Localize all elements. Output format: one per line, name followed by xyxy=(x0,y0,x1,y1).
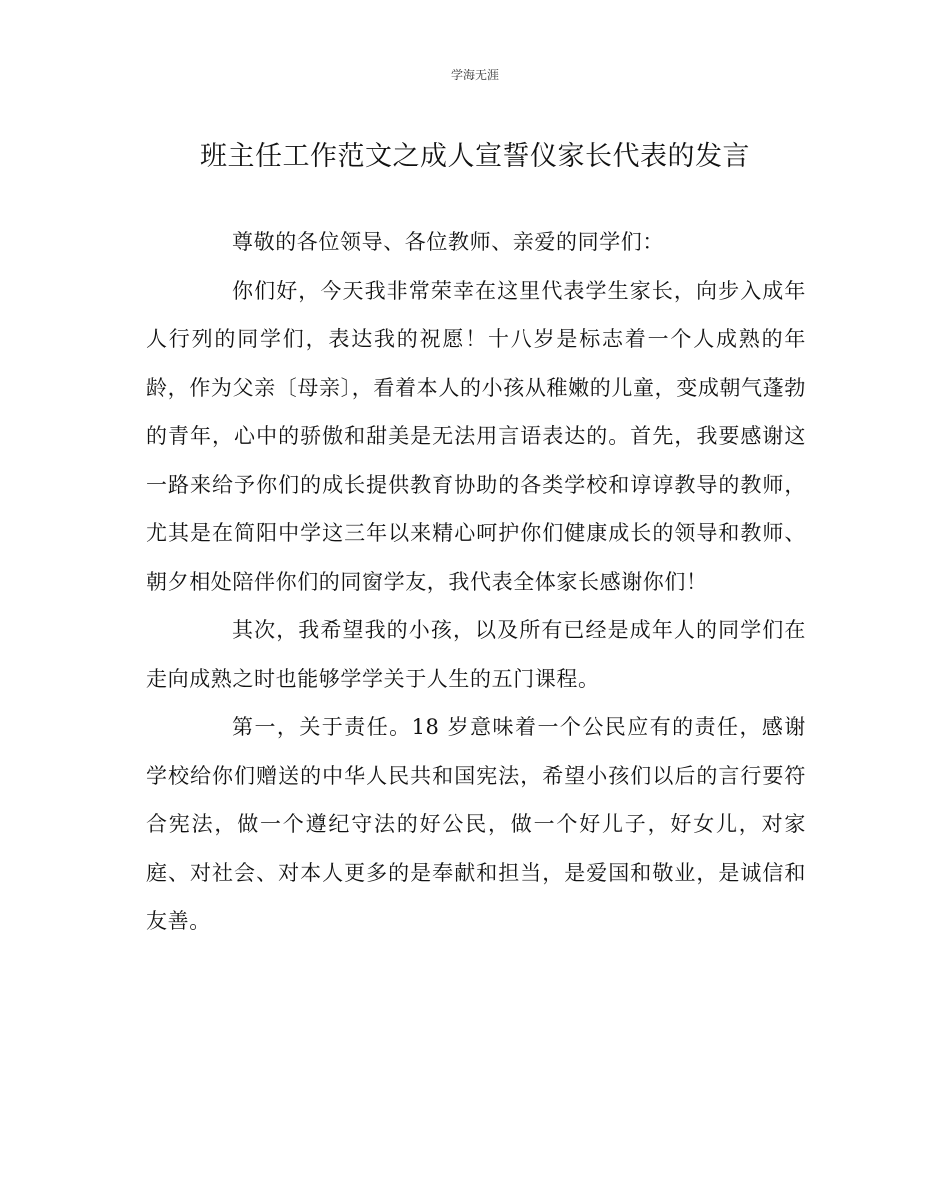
page-header: 学海无涯 xyxy=(450,68,499,82)
document-title: 班主任工作范文之成人宣誓仪家长代表的发言 xyxy=(200,141,750,172)
body-paragraph: 你们好，今天我非常荣幸在这里代表学生家长，向步入成年人行列的同学们，表达我的祝愿！十八岁是标志着一个人成熟的年龄，作为父亲〔母亲〕，看着本人的小孩从稚嫩的儿童，变成朝气蓬勃的青年，心中的骄傲和甜美是无法用言语表达的。首先，我要感谢这一路来给予你们的成长提供教育协助的各类学校和谆谆教导的教师，尤其是在简阳中学这三年以来精心呵护你们健康成长的领导和教师、朝夕相处陪伴你们的同窗学友，我代表全体家长感谢你们！ xyxy=(146,278,806,594)
body-paragraph: 第一，关于责任。18 岁意味着一个公民应有的责任，感谢学校给你们赠送的中华人民共和国宪法，希望小孩们以后的言行要符合宪法，做一个遵纪守法的好公民，做一个好儿子，好女儿，对家庭、对社会、对本人更多的是奉献和担当，是爱国和敬业，是诚信和友善。 xyxy=(146,715,806,933)
salutation-paragraph: 尊敬的各位领导、各位教师、亲爱的同学们： xyxy=(232,230,664,254)
document-body xyxy=(146,218,806,946)
body-paragraph: 其次，我希望我的小孩，以及所有已经是成年人的同学们在走向成熟之时也能够学学关于人生的五门课程。 xyxy=(146,618,806,691)
